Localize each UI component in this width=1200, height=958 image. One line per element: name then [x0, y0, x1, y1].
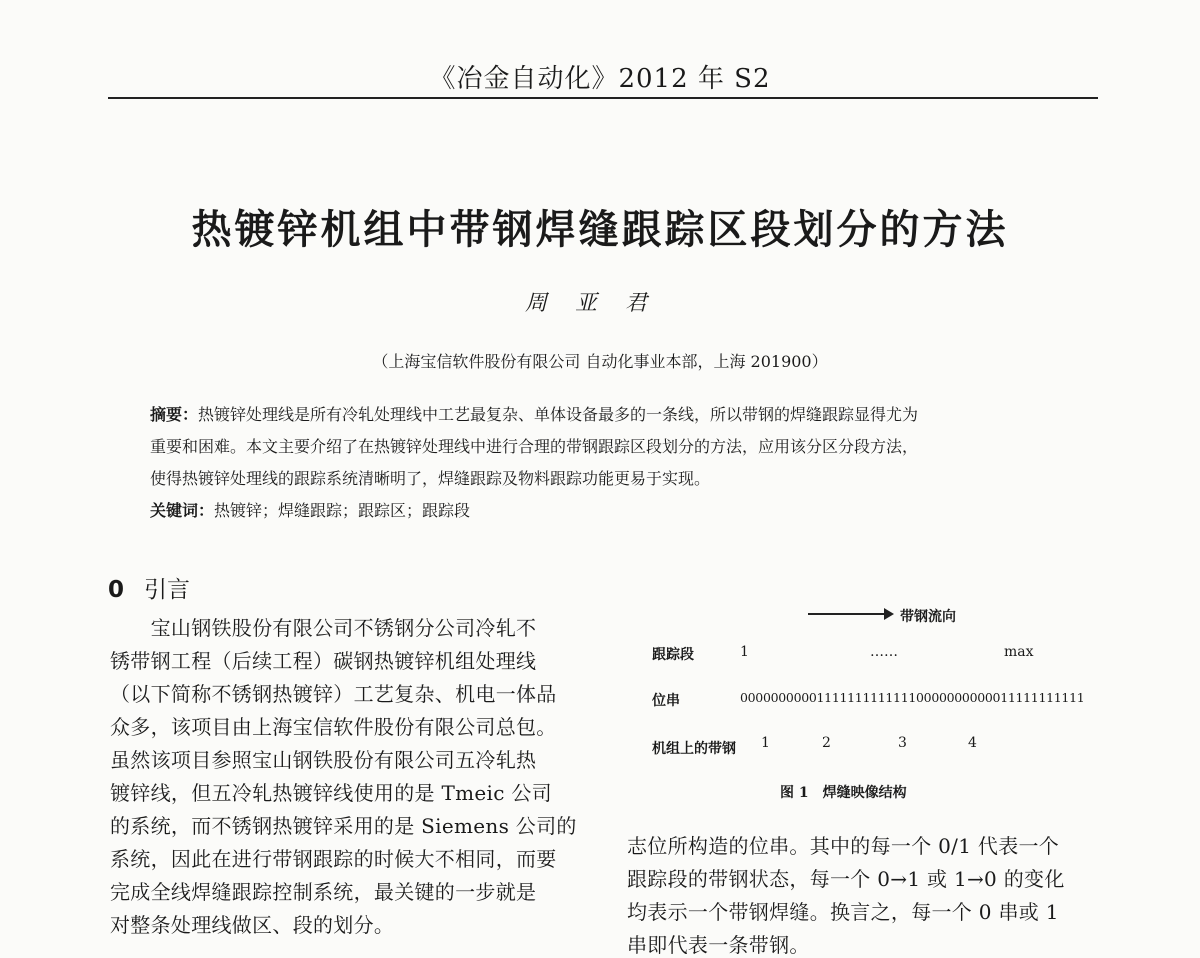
- strip-label: 机组上的带钢: [652, 741, 736, 757]
- section-number: 0: [108, 577, 125, 603]
- body-line: 志位所构造的位串。其中的每一个 0/1 代表一个: [627, 834, 1060, 858]
- segment-dots: ……: [870, 644, 898, 660]
- segment-label: 跟踪段: [652, 647, 694, 663]
- body-line: （以下简称不锈钢热镀锌）工艺复杂、机电一体品: [110, 682, 557, 706]
- keywords-label: 关键词：: [150, 501, 215, 520]
- body-line: 均表示一个带钢焊缝。换言之，每一个 0 串或 1: [627, 900, 1059, 924]
- abstract-line: 使得热镀锌处理线的跟踪系统清晰明了，焊缝跟踪及物料跟踪功能更易于实现。: [150, 469, 711, 488]
- flow-arrow-line: [808, 613, 888, 615]
- abstract-text: 热镀锌处理线是所有冷轧处理线中工艺最复杂、单体设备最多的一条线，所以带钢的焊缝跟踪显得尤为: [198, 405, 919, 424]
- section-heading: [108, 571, 190, 604]
- body-line: 众多，该项目由上海宝信软件股份有限公司总包。: [110, 715, 557, 739]
- flow-arrowhead: [884, 608, 894, 620]
- bitstring: 000000000011111111111110000000000011111111111: [740, 690, 1085, 705]
- body-line: 对整条处理线做区、段的划分。: [110, 913, 395, 937]
- segment-first: 1: [740, 644, 749, 660]
- keywords-text: 热镀锌；焊缝跟踪；跟踪区；跟踪段: [214, 501, 471, 520]
- body-line: 的系统，而不锈钢热镀锌采用的是 Siemens 公司的: [110, 814, 577, 838]
- abstract-label: 摘要：: [150, 405, 199, 424]
- figure-caption: 图 1 焊缝映像结构: [780, 785, 907, 801]
- paper-title: 热镀锌机组中带钢焊缝跟踪区段划分的方法: [191, 207, 1009, 253]
- strip-number: 1: [761, 735, 770, 751]
- affiliation: （上海宝信软件股份有限公司 自动化事业本部，上海 201900）: [372, 352, 828, 371]
- journal-header: 《冶金自动化》2012 年 S2: [429, 64, 771, 94]
- strip-number: 2: [822, 735, 831, 751]
- strip-number: 4: [968, 735, 977, 751]
- body-line: 锈带钢工程（后续工程）碳钢热镀锌机组处理线: [110, 649, 537, 673]
- section-title: 引言: [144, 577, 191, 603]
- body-line: 完成全线焊缝跟踪控制系统，最关键的一步就是: [110, 880, 537, 904]
- author: 周亚君: [524, 291, 675, 316]
- body-line: 宝山钢铁股份有限公司不锈钢分公司冷轧不: [110, 616, 537, 640]
- abstract-line: 重要和困难。本文主要介绍了在热镀锌处理线中进行合理的带钢跟踪区段划分的方法，应用该分区分段方法，: [150, 437, 919, 456]
- header-rule: [108, 97, 1098, 99]
- strip-number: 3: [898, 735, 907, 751]
- body-line: 串即代表一条带钢。: [627, 933, 810, 957]
- body-line: 镀锌线，但五冷轧热镀锌线使用的是 Tmeic 公司: [110, 781, 552, 805]
- abstract-line: [150, 402, 918, 425]
- bitstring-label: 位串: [652, 693, 680, 709]
- keywords-line: [150, 498, 470, 521]
- body-line: 系统，因此在进行带钢跟踪的时候大不相同，而要: [110, 847, 557, 871]
- body-line: 虽然该项目参照宝山钢铁股份有限公司五冷轧热: [110, 748, 537, 772]
- body-line: 跟踪段的带钢状态，每一个 0→1 或 1→0 的变化: [627, 867, 1065, 891]
- flow-label: 带钢流向: [900, 609, 956, 625]
- segment-max: max: [1004, 644, 1034, 660]
